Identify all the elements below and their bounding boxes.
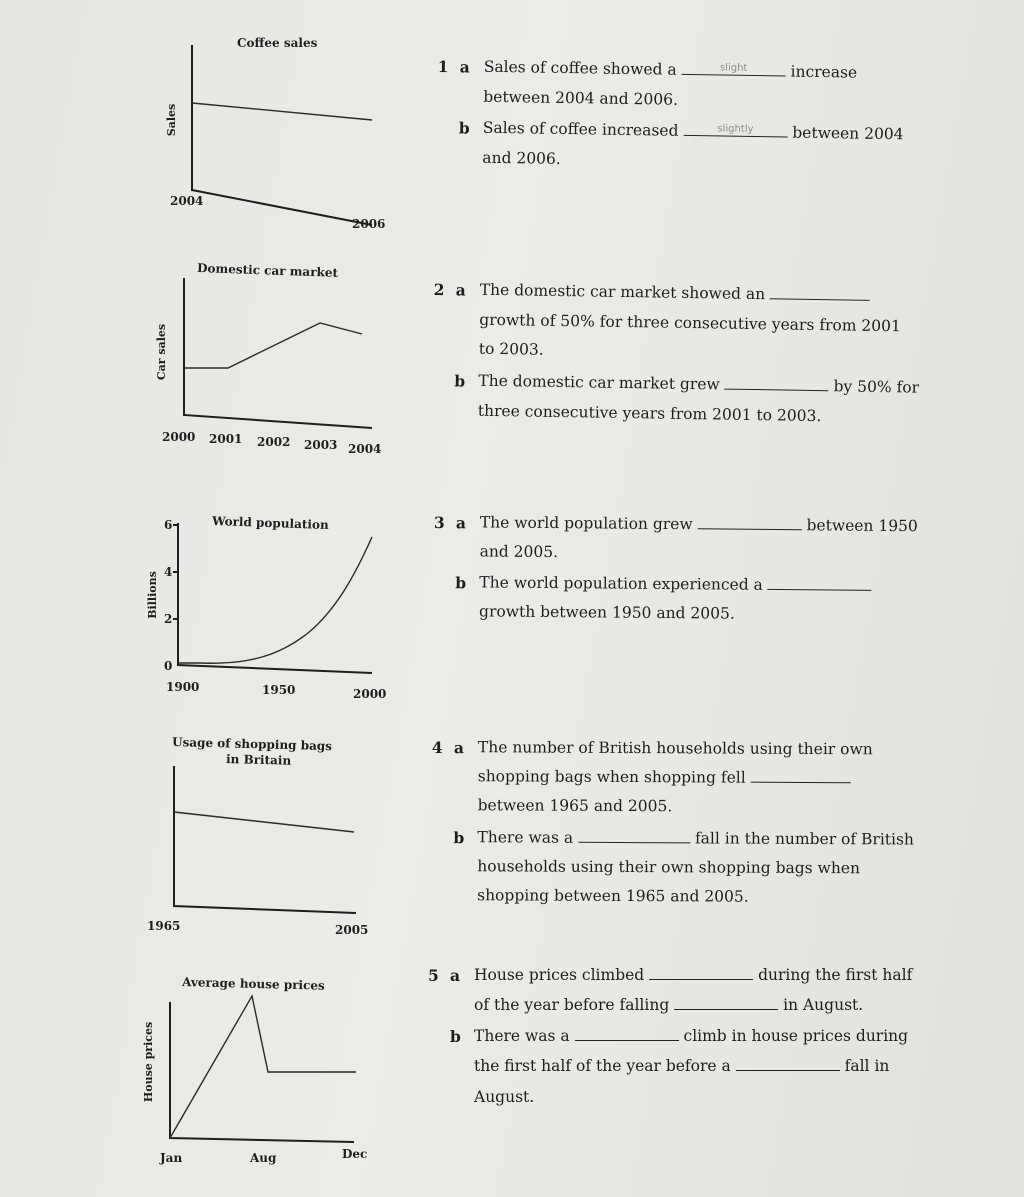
text-line	[479, 568, 872, 601]
answer-blank[interactable]	[682, 60, 786, 77]
text-line: to 2003.	[478, 339, 544, 359]
text-line	[480, 508, 918, 541]
part-letter: a	[459, 57, 470, 77]
text-line	[474, 991, 863, 1021]
question-number: 1	[437, 56, 449, 77]
y-axis-label: House prices	[142, 1021, 155, 1103]
question-number: 3	[433, 512, 445, 533]
data-line	[174, 812, 354, 832]
data-line	[184, 323, 362, 368]
text: The domestic car market grew	[478, 371, 720, 394]
text: during the first half	[758, 966, 913, 984]
text: between 1950	[806, 516, 918, 536]
x-tick-label: 2004	[348, 442, 382, 456]
answer-blank[interactable]	[649, 965, 753, 980]
text-line	[474, 1022, 908, 1052]
text-line: growth of 50% for three consecutive years from 2001	[479, 310, 901, 336]
text: by 50% for	[833, 377, 920, 397]
x-tick-label: 1965	[147, 919, 181, 933]
text-line: growth between 1950 and 2005.	[479, 602, 735, 623]
answer-blank[interactable]	[674, 995, 778, 1010]
x-tick-label: 2003	[304, 438, 338, 452]
chart-domestic-car-market	[140, 250, 400, 465]
text: Sales of coffee increased	[482, 118, 679, 140]
y-tick-label: 0	[164, 659, 173, 673]
chart-axes	[192, 45, 372, 225]
y-axis-label: Sales	[165, 103, 178, 137]
y-tick-label: 2	[164, 612, 173, 626]
x-tick-label: 2006	[352, 217, 386, 231]
chart-shopping-bags	[140, 728, 400, 943]
handwritten-answer: slight	[719, 62, 748, 74]
text-line: between 2004 and 2006.	[483, 87, 679, 109]
handwritten-answer: slightly	[717, 123, 754, 135]
part-letter: a	[455, 280, 466, 300]
part-letter: b	[458, 118, 470, 138]
text-line: and 2005.	[479, 542, 559, 562]
chart-title: Coffee sales	[237, 36, 318, 50]
part-letter: b	[455, 573, 467, 593]
text-line	[474, 1052, 889, 1082]
y-axis-label: Billions	[146, 571, 159, 619]
text-line	[478, 762, 851, 793]
text: fall in	[844, 1057, 890, 1075]
text: The world population experienced a	[479, 573, 763, 594]
chart-axes	[174, 766, 356, 913]
text: Sales of coffee showed a	[483, 57, 677, 79]
text-line: The number of British households using their own	[477, 738, 873, 759]
text-line: households using their own shopping bags when	[477, 857, 861, 878]
part-letter: b	[453, 828, 465, 848]
text-line: August.	[474, 1088, 535, 1106]
x-tick-label: 1900	[166, 680, 200, 694]
chart-world-population	[140, 495, 400, 710]
answer-blank[interactable]	[770, 284, 870, 301]
question-number: 5	[428, 966, 439, 985]
x-tick-label: Jan	[160, 1151, 183, 1165]
chart-title: World population	[211, 514, 329, 533]
data-curve	[178, 537, 372, 663]
chart-axes	[178, 523, 372, 673]
y-tick-label: 4	[164, 565, 173, 579]
text-line	[477, 823, 914, 855]
text: fall in the number of British	[694, 829, 914, 849]
text: There was a	[477, 828, 574, 847]
data-line	[170, 996, 356, 1138]
question-number: 4	[431, 737, 443, 758]
text: of the year before falling	[474, 996, 670, 1014]
x-tick-label: 2004	[170, 194, 204, 208]
x-tick-label: 2002	[257, 435, 291, 449]
x-tick-label: Aug	[250, 1151, 277, 1165]
text: The domestic car market showed an	[479, 280, 766, 304]
data-line	[192, 103, 372, 120]
chart-axes	[184, 278, 372, 428]
answer-blank[interactable]	[683, 121, 787, 138]
text-line	[474, 961, 912, 991]
chart-title: Average house prices	[181, 975, 325, 993]
text: between 2004	[792, 123, 904, 144]
text-line: shopping between 1965 and 2005.	[477, 886, 749, 906]
part-letter: b	[450, 1027, 461, 1046]
y-axis-label: Car sales	[155, 323, 168, 381]
answer-blank[interactable]	[736, 1056, 840, 1071]
chart-title-line1: Usage of shopping bags	[171, 735, 333, 754]
part-letter: a	[450, 966, 461, 985]
part-letter: a	[455, 513, 467, 533]
text: increase	[790, 62, 858, 82]
x-tick-label: Dec	[342, 1147, 368, 1161]
chart-title-line2: in Britain	[225, 752, 292, 768]
text: There was a	[474, 1027, 570, 1045]
chart-title: Domestic car market	[196, 261, 339, 280]
part-letter: a	[453, 738, 465, 758]
text-line: three consecutive years from 2001 to 2003.	[477, 401, 822, 426]
text-line: and 2006.	[482, 148, 561, 168]
answer-blank[interactable]	[575, 1026, 679, 1041]
x-tick-label: 2000	[162, 430, 196, 444]
y-tick-label: 6	[164, 518, 173, 532]
answer-blank[interactable]	[725, 375, 829, 392]
x-tick-label: 1950	[262, 683, 296, 697]
chart-house-prices	[140, 962, 400, 1177]
text: the first half of the year before a	[474, 1057, 731, 1075]
chart-coffee-sales	[140, 25, 410, 240]
text: shopping bags when shopping fell	[477, 767, 746, 787]
text-line: between 1965 and 2005.	[477, 796, 673, 816]
text: climb in house prices during	[683, 1027, 909, 1045]
text: The world population grew	[479, 513, 693, 534]
answer-blank[interactable]	[578, 828, 690, 844]
answer-blank[interactable]	[698, 514, 802, 530]
text: in August.	[783, 996, 864, 1014]
answer-blank[interactable]	[751, 768, 851, 784]
x-tick-label: 2000	[353, 687, 387, 701]
text: House prices climbed	[474, 966, 645, 984]
x-tick-label: 2005	[335, 923, 369, 937]
x-tick-label: 2001	[209, 432, 243, 446]
question-number: 2	[433, 279, 445, 300]
answer-blank[interactable]	[768, 575, 872, 591]
part-letter: b	[454, 371, 466, 391]
